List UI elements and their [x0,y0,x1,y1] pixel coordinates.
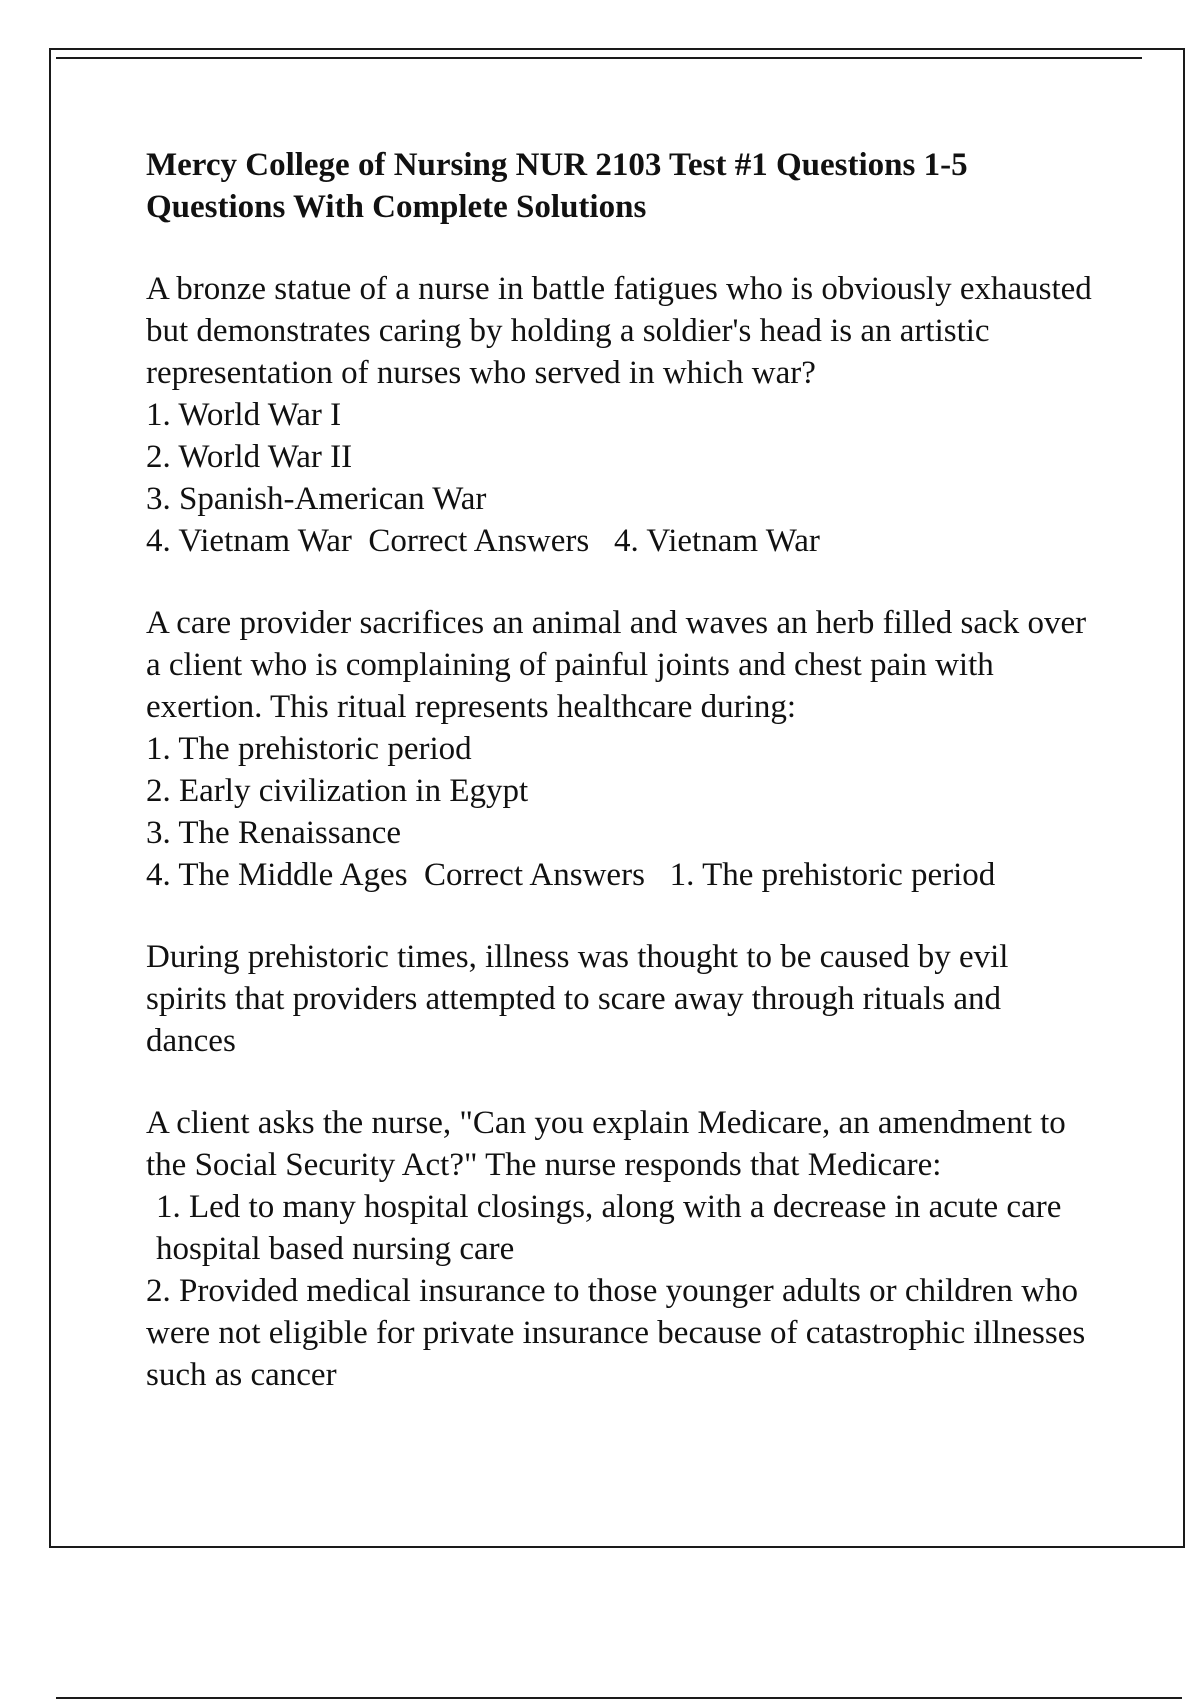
answer-option: 1. Led to many hospital closings, along with a decrease in acute care hospital based nursing care [156,1189,1070,1267]
answer-option: 4. Vietnam War [146,523,352,559]
answer-option: 3. Spanish-American War [146,481,487,517]
explanation-text: During prehistoric times, illness was thought to be caused by evil spirits that providers attempted to scare away through rituals and dances [146,939,1017,1059]
question-1 [146,268,1101,562]
answer-option: 2. World War II [146,439,353,475]
question-stem: A bronze statue of a nurse in battle fatigues who is obviously exhausted but demonstrates caring by holding a soldier's head is an artistic representation of nurses who served in which war? [146,271,1101,391]
correct-answers-label: Correct Answers [368,523,590,559]
question-stem: A care provider sacrifices an animal and waves an herb filled sack over a client who is complaining of painful joints and chest pain with exertion. This ritual represents healthcare during: [146,605,1095,725]
top-rule [56,57,1142,59]
answer-option: 1. World War I [146,397,342,433]
title-line-1: Mercy College of Nursing NUR 2103 Test #1 Questions 1-5 [146,147,968,183]
correct-answer: 4. Vietnam War [613,523,820,559]
bottom-rule [56,1697,1182,1699]
answer-option: 2. Provided medical insurance to those younger adults or children who were not eligible for private insurance because of catastrophic illnesses such as cancer [146,1273,1094,1393]
question-2 [146,602,1096,896]
question-stem: A client asks the nurse, "Can you explain Medicare, an amendment to the Social Security Act?" The nurse responds that Medicare: [146,1105,1075,1183]
last-option-with-answer [146,520,1096,562]
correct-answer: 1. The prehistoric period [669,857,996,893]
answer-option: 1. The prehistoric period [146,731,472,767]
question-3 [146,1102,1096,1396]
document-title [146,144,1096,228]
answer-option: 3. The Renaissance [146,815,402,851]
explanation-paragraph [146,936,1096,1062]
correct-answers-label: Correct Answers [424,857,645,893]
last-option-with-answer [146,854,1096,896]
document-content [146,144,1101,1436]
answer-option: 4. The Middle Ages [146,857,408,893]
title-line-2: Questions With Complete Solutions [146,189,647,225]
answer-option: 2. Early civilization in Egypt [146,773,529,809]
